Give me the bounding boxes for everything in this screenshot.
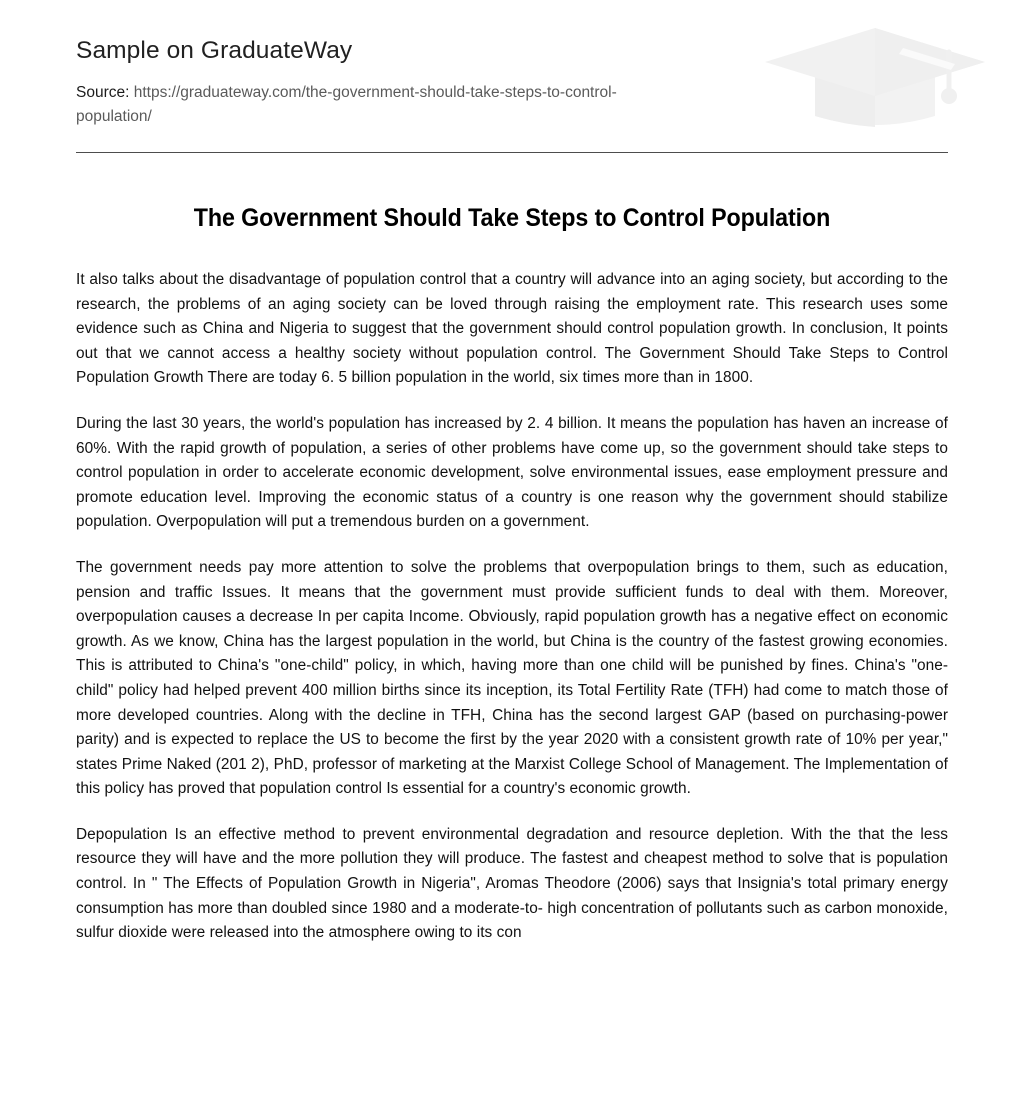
header-divider (76, 152, 948, 153)
page-header (0, 0, 1024, 129)
document-body (76, 268, 948, 946)
page-title: The Government Should Take Steps to Control Population (193, 204, 831, 232)
body-paragraph: Depopulation Is an effective method to prevent environmental degradation and resource depletion. With the that the less resource they will have and the more pollution they will produce. The fastest and cheapest method to solve that is population control. In " The Effects of Population Growth in Nigeria", Aromas Theodore (2006) says that Insignia's total primary energy consumption has more than doubled since 1980 and a moderate-to- high concentration of pollutants such as carbon monoxide, sulfur dioxide were released into the atmosphere owing to its con (76, 825, 948, 942)
site-title: Sample on GraduateWay (76, 37, 353, 64)
source-line (76, 81, 676, 129)
body-paragraph: During the last 30 years, the world's population has increased by 2. 4 billion. It means the population has haven an increase of 60%. With the rapid growth of population, a series of other problems have come up, so the government should take steps to control population in order to accelerate economic development, solve environmental issues, ease employment pressure and promote education level. Improving the economic status of a country is one reason why the government should stabilize population. Overpopulation will put a tremendous burden on a government. (76, 414, 948, 531)
source-label: Source: (76, 84, 134, 102)
body-paragraph: The government needs pay more attention to solve the problems that overpopulation brings to them, such as education, pension and traffic Issues. It means that the government must provide sufficient funds to deal with them. Moreover, overpopulation causes a decrease In per capita Income. Obviously, rapid population growth has a negative effect on economic growth. As we know, China has the largest population in the world, but China is the country of the fastest growing economies. This is attributed to China's "one-child" policy, in which, having more than one child will be punished by fines. China's "one-child" policy had helped prevent 400 million births since its inception, its Total Fertility Rate (TFH) had come to match those of more developed countries. Along with the decline in TFH, China has the second largest GAP (based on purchasing-power parity) and is expected to replace the US to become the first by the year 2020 with a consistent growth rate of 10% per year," states Prime Naked (201 2), PhD, professor of marketing at the Marxist College School of Management. The Implementation of this policy has proved that population control Is essential for a country's economic growth. (76, 558, 948, 798)
body-paragraph: It also talks about the disadvantage of population control that a country will advance into an aging society, but according to the research, the problems of an aging society can be loved through raising the employment rate. This research uses some evidence such as China and Nigeria to suggest that the government should control population growth. In conclusion, It points out that we cannot access a healthy society without population control. The Government Should Take Steps to Control Population Growth There are today 6. 5 billion population in the world, six times more than in 1800. (76, 271, 948, 387)
source-url[interactable]: https://graduateway.com/the-government-should-take-steps-to-control-population/ (76, 84, 617, 126)
